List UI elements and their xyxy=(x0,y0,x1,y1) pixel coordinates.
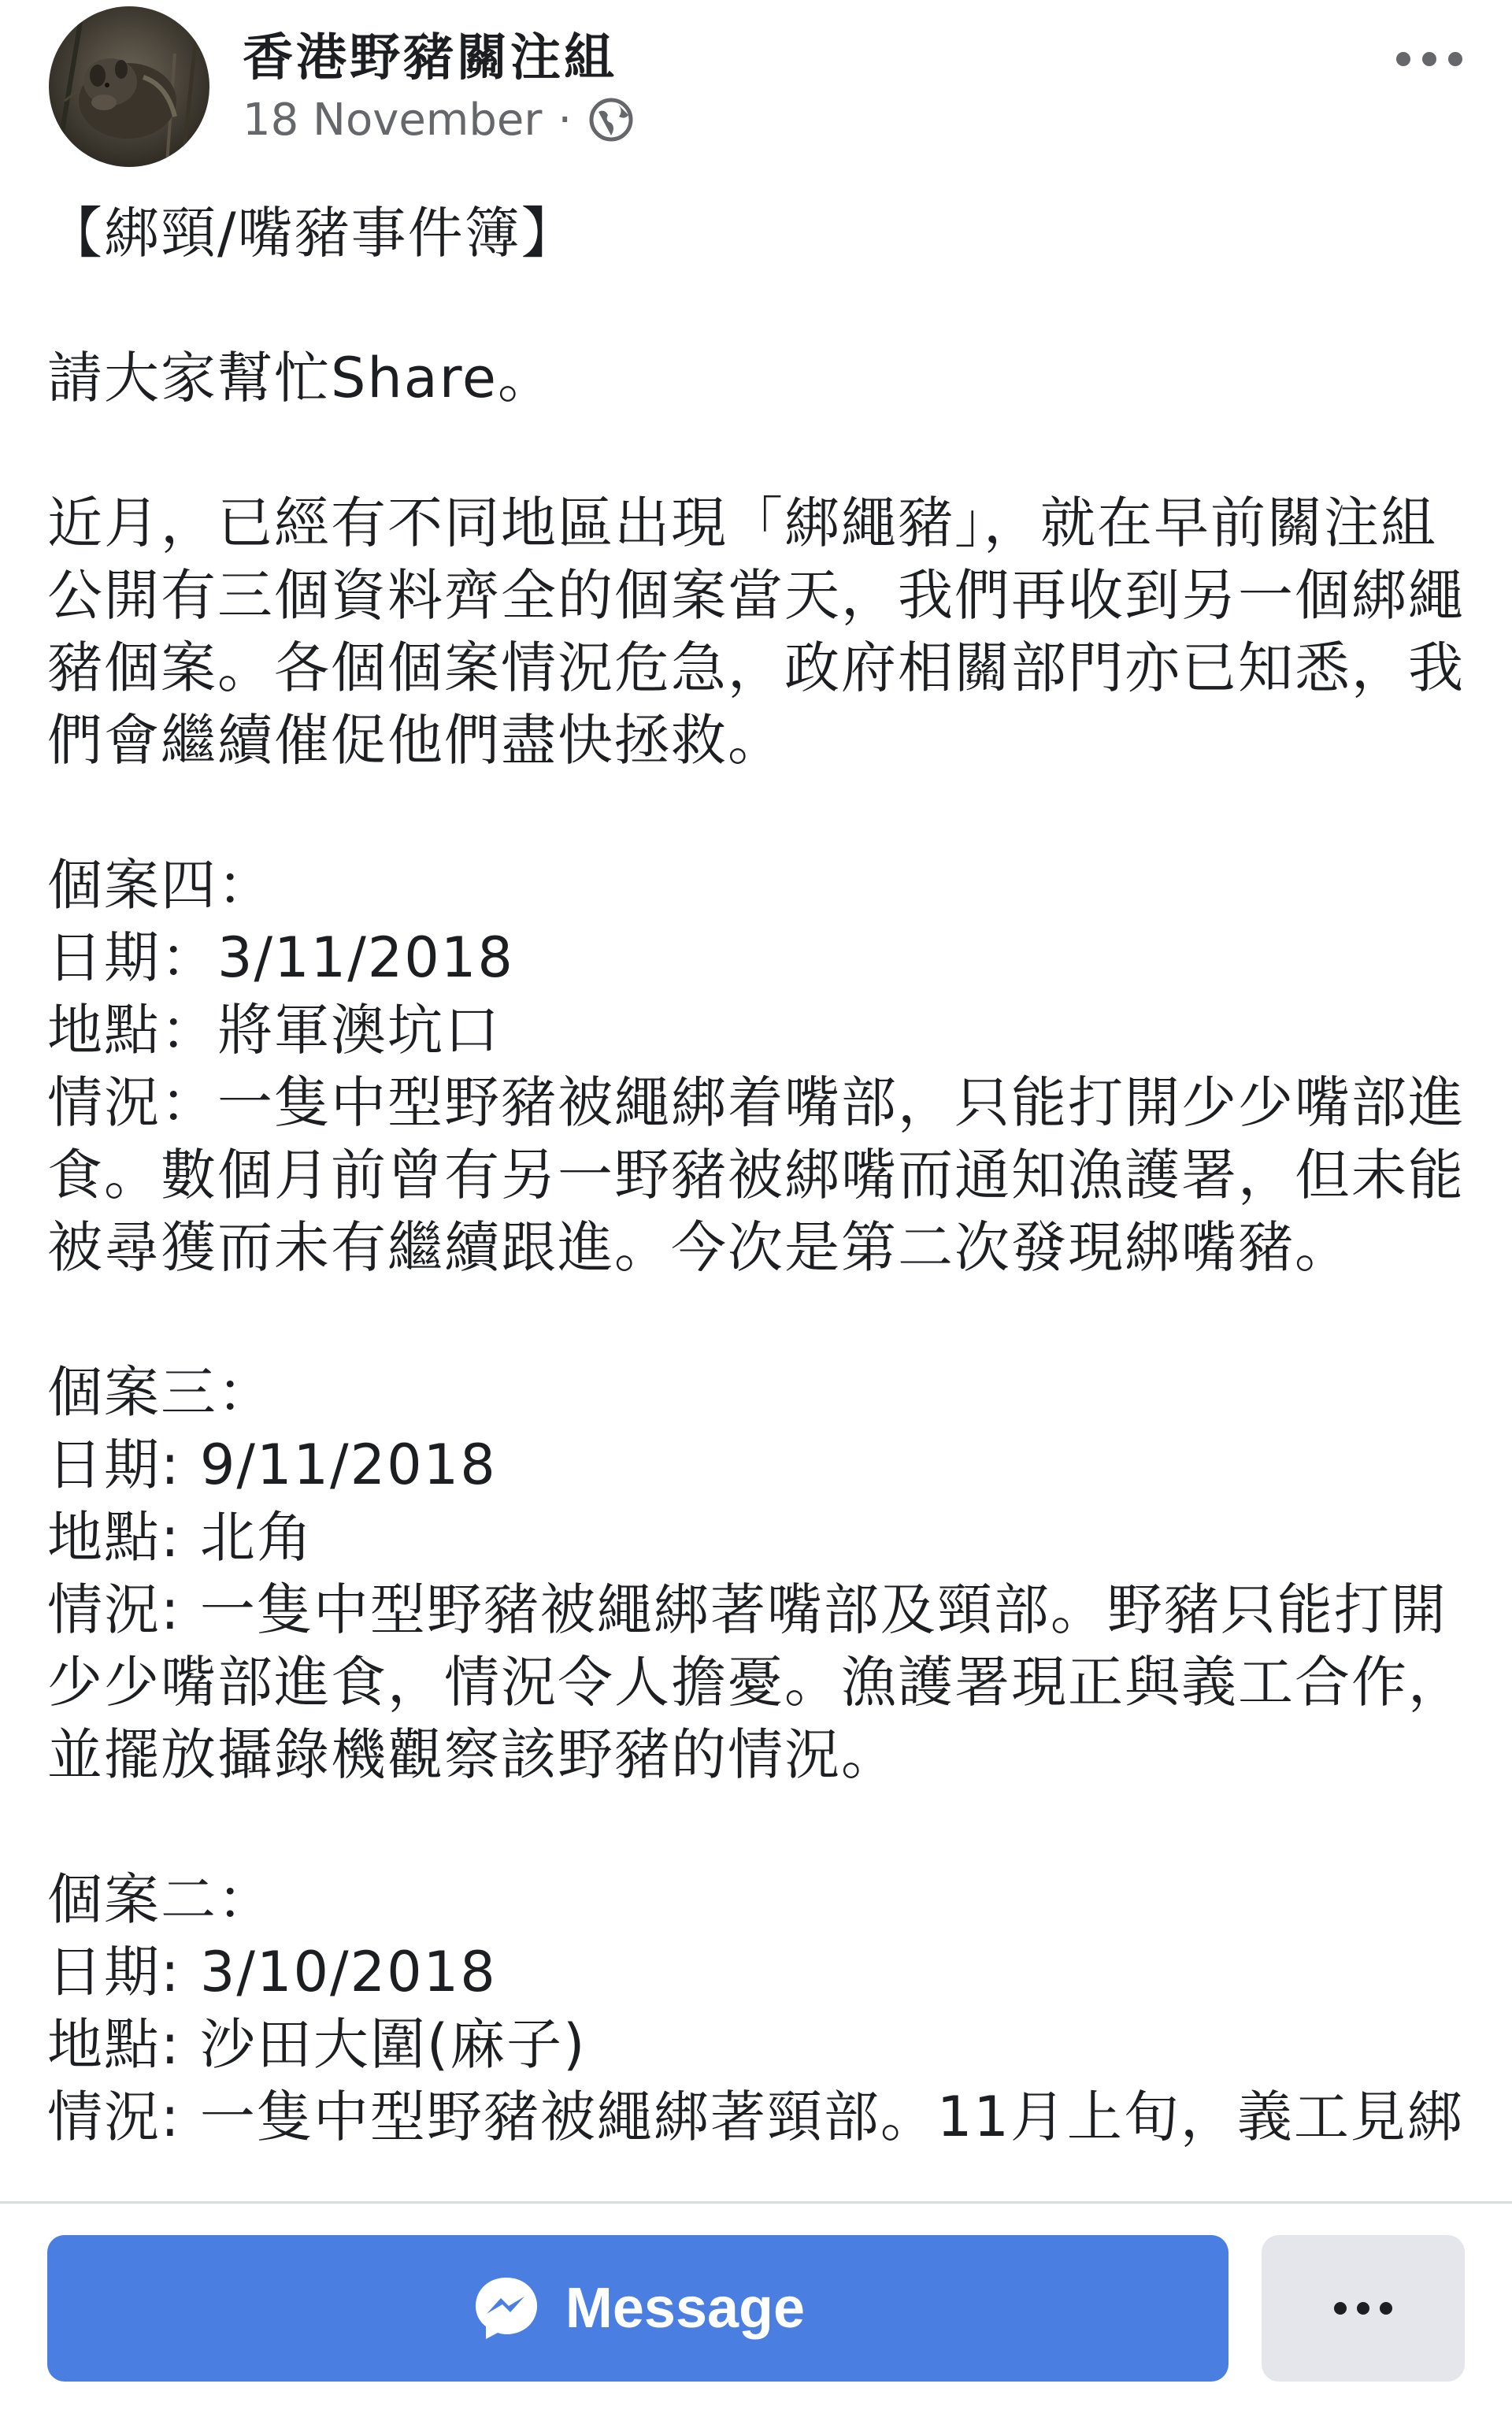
case-situation: 情況: 一隻中型野豬被繩綁著嘴部及頸部。野豬只能打開少少嘴部進食，情況令人擔憂。漁護署現正與義工合作，並擺放攝錄機觀察該野豬的情況。 xyxy=(47,1577,1465,1787)
meta-separator: · xyxy=(558,94,573,146)
bottom-action-bar xyxy=(0,2204,1512,2417)
more-horizontal-icon xyxy=(1332,2300,1395,2317)
page-name[interactable]: 香港野豬關注組 xyxy=(243,29,617,87)
case-date: 日期：3/11/2018 xyxy=(47,925,514,990)
case-heading: 個案二： xyxy=(47,1867,274,1932)
case-heading: 個案四： xyxy=(47,853,274,917)
intro-paragraph: 近月，已經有不同地區出現「綁繩豬」，就在早前關注組公開有三個資料齊全的個案當天，我們再收到另一個綁繩豬個案。各個個案情況危急，政府相關部門亦已知悉，我們會繼續催促他們盡快拯救。 xyxy=(47,491,1465,773)
case-location: 地點: 北角 xyxy=(47,1505,313,1570)
more-options-button[interactable] xyxy=(1262,2235,1465,2382)
case-item xyxy=(47,1863,1480,2153)
post-meta xyxy=(243,91,635,148)
case-situation: 情況：一隻中型野豬被繩綁着嘴部，只能打開少少嘴部進食。數個月前曾有另一野豬被綁嘴而通知漁護署，但未能被尋獲而未有繼續跟進。今次是第二次發現綁嘴豬。 xyxy=(47,1070,1465,1280)
post-date[interactable]: 18 November xyxy=(243,94,543,146)
share-request: 請大家幫忙Share。 xyxy=(47,346,555,410)
post-header xyxy=(0,0,1512,173)
more-horizontal-icon xyxy=(1394,50,1465,69)
post-more-button[interactable] xyxy=(1386,32,1473,87)
case-date: 日期: 9/11/2018 xyxy=(47,1433,497,1497)
case-heading: 個案三： xyxy=(47,1360,274,1425)
page-avatar[interactable] xyxy=(49,6,209,167)
messenger-icon xyxy=(471,2273,542,2344)
case-location: 地點：將軍澳坑口 xyxy=(47,998,501,1062)
case-item xyxy=(47,1356,1480,1791)
case-item xyxy=(47,849,1480,1284)
message-button-label: Message xyxy=(565,2277,806,2340)
globe-icon xyxy=(587,96,635,143)
message-button[interactable] xyxy=(47,2235,1228,2382)
post-body xyxy=(47,197,1480,2182)
case-situation: 情況: 一隻中型野豬被繩綁著頸部。11月上旬，義工見綁 xyxy=(47,2085,1464,2149)
case-location: 地點: 沙田大圍(麻子) xyxy=(47,2012,587,2077)
post-title: 【綁頸/嘴豬事件簿】 xyxy=(47,201,578,265)
case-date: 日期: 3/10/2018 xyxy=(47,1940,497,2004)
